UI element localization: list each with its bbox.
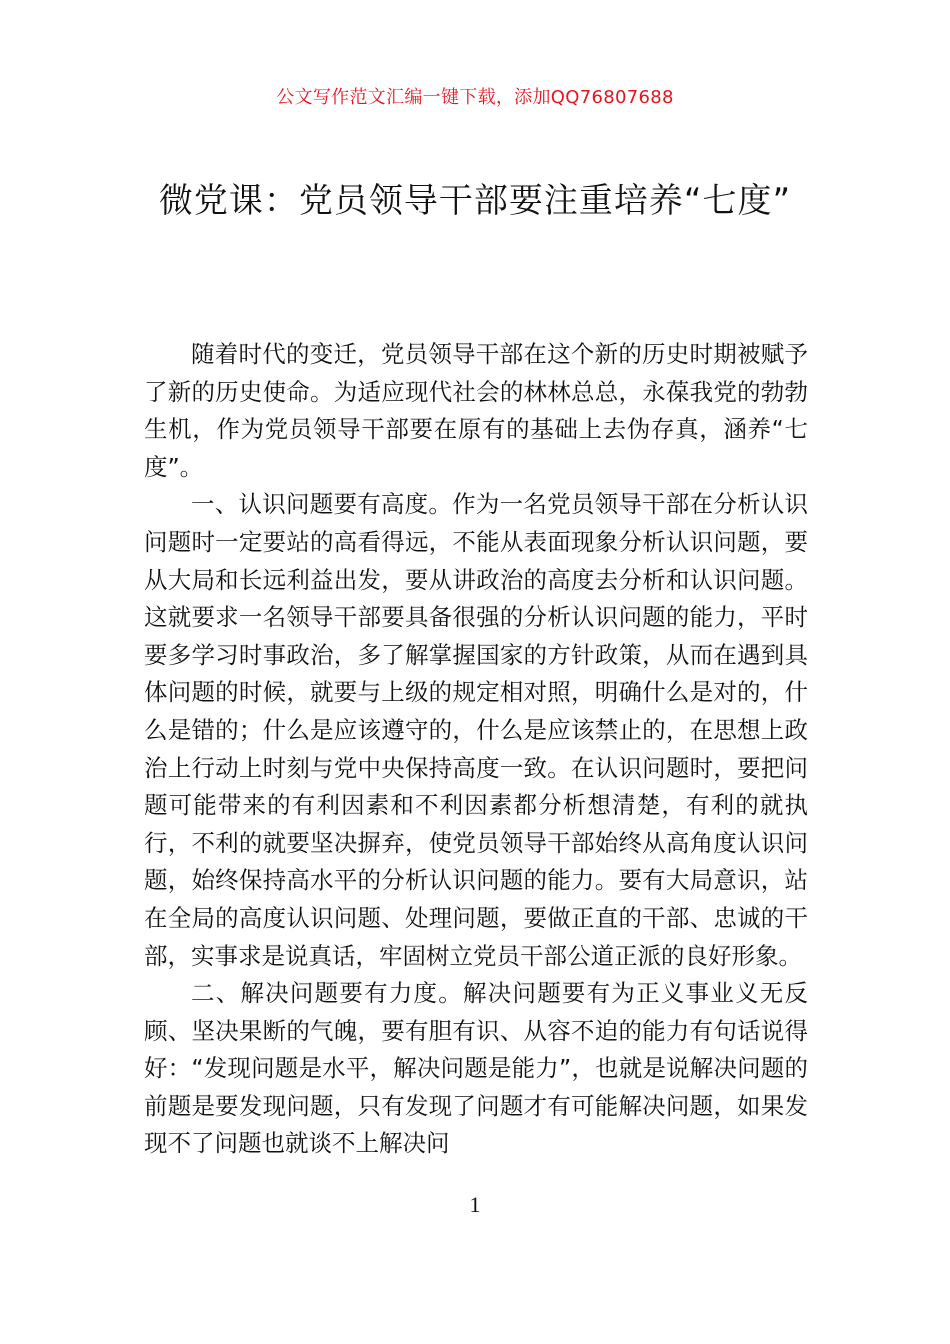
page-number: 1: [469, 1192, 481, 1217]
document-body: [144, 336, 808, 1163]
download-promo-note: 公文写作范文汇编一键下载，添加QQ76807688: [276, 87, 674, 108]
document-title: 微党课：党员领导干部要注重培养“七度”: [158, 181, 792, 221]
body-paragraph-section-1: 一、认识问题要有高度。作为一名党员领导干部在分析认识问题时一定要站的高看得远，不能从表面现象分析认识问题，要从大局和长远利益出发，要从讲政治的高度去分析和认识问题。这就要求一名领导干部要具备很强的分析认识问题的能力，平时要多学习时事政治，多了解掌握国家的方针政策，从而在遇到具体问题的时候，就要与上级的规定相对照，明确什么是对的，什么是错的；什么是应该遵守的，什么是应该禁止的，在思想上政治上行动上时刻与党中央保持高度一致。在认识问题时，要把问题可能带来的有利因素和不利因素都分析想清楚，有利的就执行，不利的就要坚决摒弃，使党员领导干部始终从高角度认识问题，始终保持高水平的分析认识问题的能力。要有大局意识，站在全局的高度认识问题、处理问题，要做正直的干部、忠诚的干部，实事求是说真话，牢固树立党员干部公道正派的良好形象。: [144, 490, 808, 970]
body-paragraph-section-2: 二、解决问题要有力度。解决问题要有为正义事业义无反顾、坚决果断的气魄，要有胆有识、从容不迫的能力有句话说得好：“发现问题是水平，解决问题是能力”，也就是说解决问题的前题是要发现问题，只有发现了问题才有可能解决问题，如果发现不了问题也就谈不上解决问: [144, 979, 808, 1158]
body-paragraph-intro: 随着时代的变迁，党员领导干部在这个新的历史时期被赋予了新的历史使命。为适应现代社会的林林总总，永葆我党的勃勃生机，作为党员领导干部要在原有的基础上去伪存真，涵养“七度”。: [144, 340, 808, 481]
